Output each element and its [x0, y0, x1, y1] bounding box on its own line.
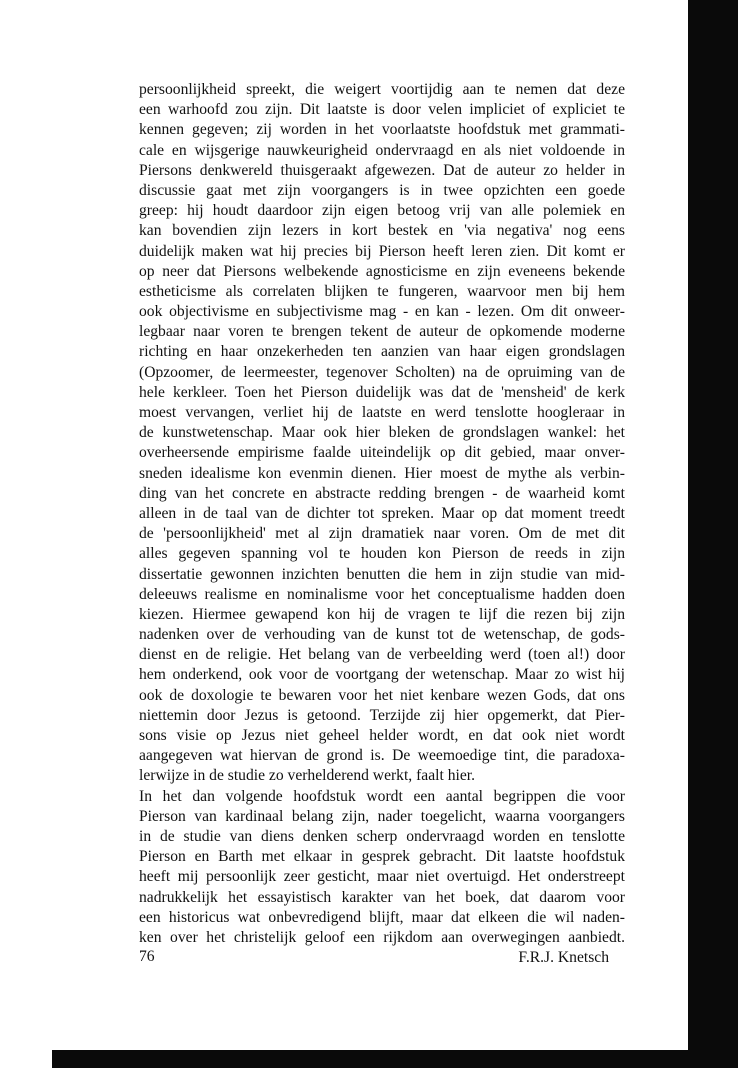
- text-line: estheticisme als correlaten blijken te fungeren, waarvoor men bij hem: [139, 282, 625, 300]
- text-line: nadrukkelijk het essayistisch karakter van het boek, dat daarom voor: [139, 888, 625, 906]
- text-line: persoonlijkheid spreekt, die weigert voortijdig aan te nemen dat deze: [139, 81, 625, 98]
- text-line: In het dan volgende hoofdstuk wordt een aantal begrippen die voor: [139, 787, 625, 805]
- text-line: ding van het concrete en abstracte redding brengen - de waarheid komt: [139, 484, 625, 502]
- text-line: een warhoofd zou zijn. Dit laatste is door velen impliciet of expliciet te: [139, 101, 625, 119]
- text-line: cale en wijsgerige nauwkeurigheid ondervraagd en als niet voldoende in: [139, 141, 625, 159]
- text-line: dissertatie gewonnen inzichten benutten die hem in zijn studie van mid-: [139, 565, 625, 583]
- text-line: hem onderkend, ook voor de voortgang der wetenschap. Maar zo wist hij: [139, 666, 625, 684]
- paragraph-end-line: lerwijze in de studie zo verhelderend werkt, faalt hier.: [139, 767, 475, 785]
- text-line: deleeuws realisme en nominalisme voor het conceptualisme hadden doen: [139, 585, 625, 603]
- text-line: een historicus wat onbevredigend blijft, maar dat elkeen die wil naden-: [139, 908, 625, 926]
- text-line: ken over het christelijk geloof een rijkdom aan overwegingen aanbiedt.: [139, 928, 625, 946]
- text-line: heeft mij persoonlijk zeer gesticht, maar niet overtuigd. Het onderstreept: [139, 868, 625, 886]
- text-line: dienst en de religie. Het belang van de verbeelding werd (toen al!) door: [139, 646, 625, 664]
- text-line: Pierson van kardinaal belang zijn, nader toegelicht, waarna voorgangers: [139, 807, 625, 825]
- author-signature: F.R.J. Knetsch: [518, 949, 609, 967]
- text-line: ook objectivisme en subjectivisme mag - en kan - lezen. Om dit onweer-: [139, 303, 625, 321]
- text-line: kennen gegeven; zij worden in het voorlaatste hoofdstuk met grammati-: [139, 121, 625, 139]
- text-line: moest vervangen, verliet hij de laatste en werd tenslotte hoogleraar in: [139, 404, 625, 421]
- text-line: sons visie op Jezus niet geheel helder wordt, en dat ook niet wordt: [139, 727, 625, 744]
- text-line: hele kerkleer. Toen het Pierson duidelijk was dat de 'mensheid' de kerk: [139, 383, 625, 401]
- text-line: legbaar naar voren te brengen tekent de auteur de opkomende moderne: [139, 323, 625, 341]
- text-line: alles gegeven spanning vol te houden kon Pierson de reeds in zijn: [139, 545, 625, 563]
- text-line: op neer dat Piersons welbekende agnosticisme en zijn eveneens bekende: [139, 262, 625, 280]
- body-text: [139, 80, 625, 968]
- text-line: de kunstwetenschap. Maar ook hier bleken de grondslagen wankel: het: [139, 424, 625, 442]
- text-line: nadenken over de verhouding van de kunst tot de wetenschap, de gods-: [139, 626, 625, 644]
- page-number: 76: [139, 948, 155, 965]
- text-line: de 'persoonlijkheid' met al zijn dramatiek naar voren. Om de met dit: [139, 525, 625, 543]
- text-line: richting en haar onzekerheden ten aanzien van haar eigen grondslagen: [139, 343, 625, 361]
- text-line: kiezen. Hiermee gewapend kon hij de vragen te lijf die rezen bij zijn: [139, 605, 625, 623]
- text-line: discussie gaat met zijn voorgangers is in twee opzichten een goede: [139, 181, 625, 199]
- text-line: duidelijk maken wat hij precies bij Pierson heeft leren zien. Dit komt er: [139, 242, 625, 260]
- text-line: Piersons denkwereld thuisgeraakt afgewezen. Dat de auteur zo helder in: [139, 161, 625, 179]
- scan-border-bottom: [52, 1050, 738, 1068]
- text-line: greep: hij houdt daardoor zijn eigen betoog vrij van alle polemiek en: [139, 202, 625, 220]
- text-line: (Opzoomer, de leermeester, tegenover Scholten) na de opruiming van de: [139, 363, 625, 381]
- text-line: alleen in de taal van de dichter tot spreken. Maar op dat moment treedt: [139, 504, 625, 522]
- text-line: ook de doxologie te bewaren voor het niet kenbare wezen Gods, dat ons: [139, 686, 625, 704]
- text-line: in de studie van diens denken scherp ondervraagd worden en tenslotte: [139, 827, 625, 845]
- text-line: overheersende empirisme faalde uiteindelijk op dit gebied, maar onver-: [139, 444, 625, 462]
- text-line: kan bovendien zijn lezers in kort bestek en 'via negativa' nog eens: [139, 222, 625, 240]
- scan-border-right: [688, 0, 738, 1068]
- text-line: sneden idealisme kon evenmin dienen. Hier moest de mythe als verbin-: [139, 464, 625, 482]
- text-line: aangegeven wat hiervan de grond is. De weemoedige tint, die paradoxa-: [139, 747, 625, 765]
- text-line: Pierson en Barth met elkaar in gesprek gebracht. Dit laatste hoofdstuk: [139, 848, 625, 866]
- text-line: niettemin door Jezus is getoond. Terzijde zij hier opgemerkt, dat Pier-: [139, 706, 625, 724]
